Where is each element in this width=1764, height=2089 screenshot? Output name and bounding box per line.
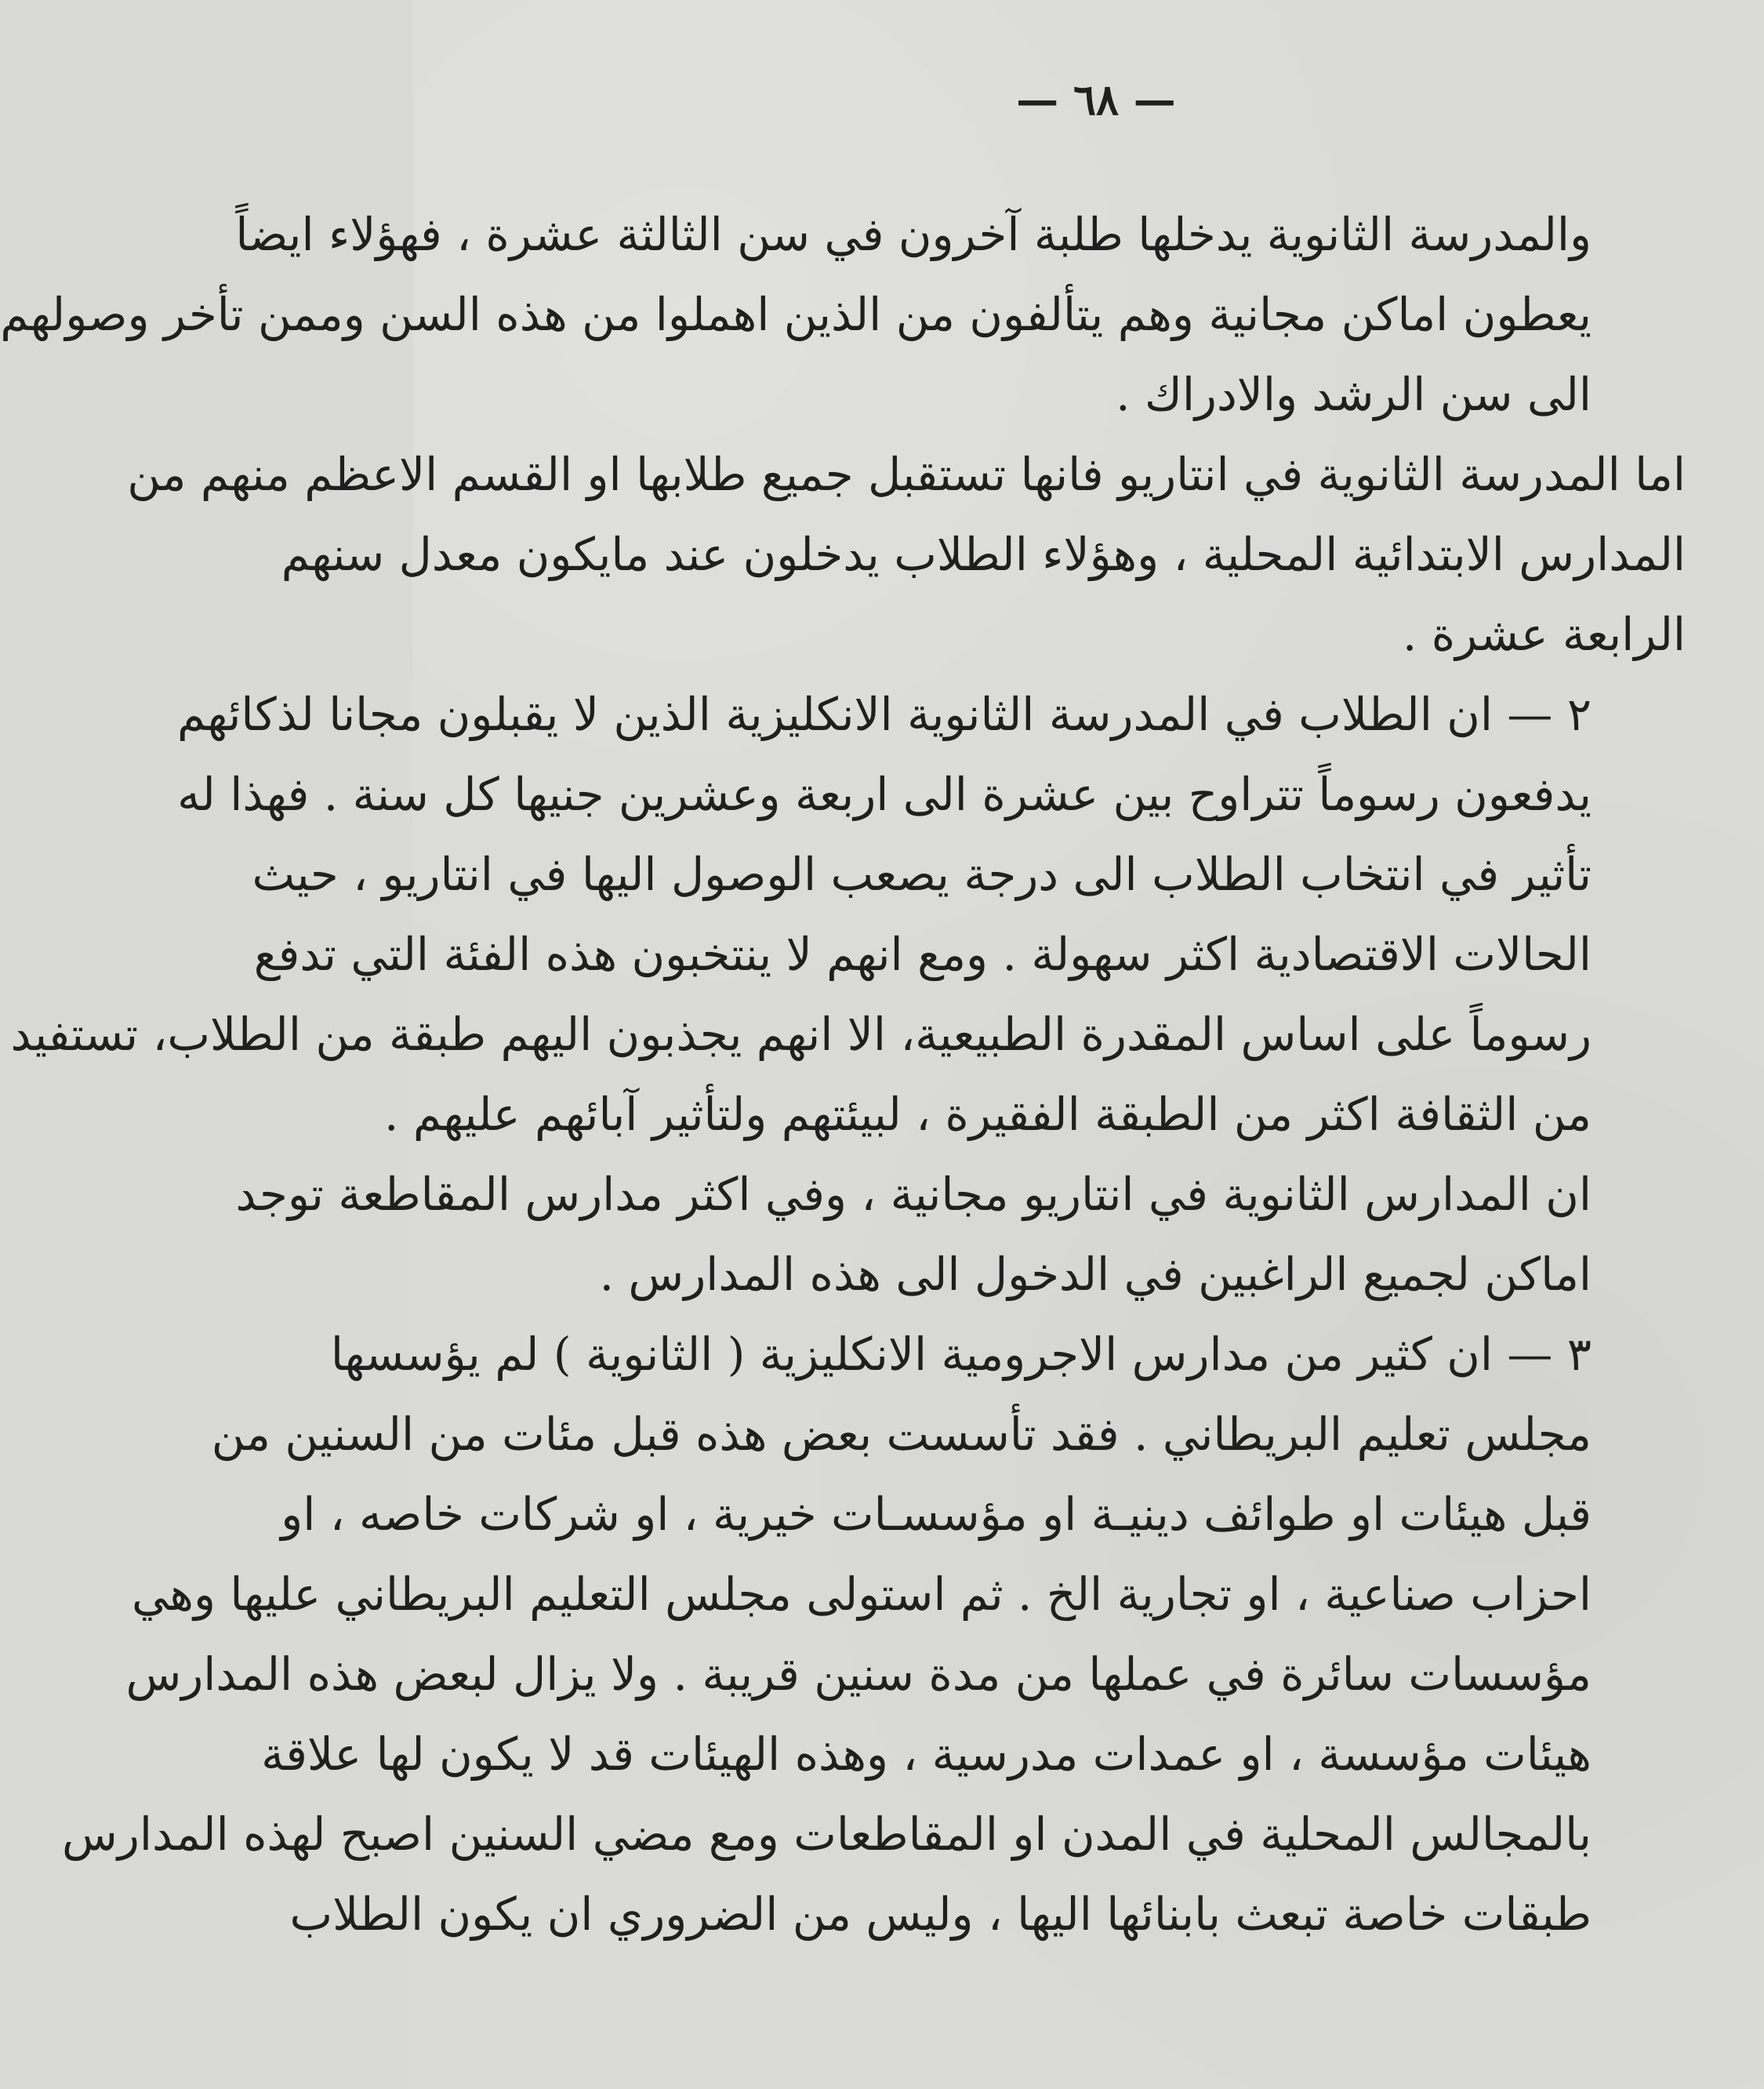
paragraph-5-line-2: مجلس تعليم البريطاني . فقد تأسست بعض هذه قبل مئات من السنين من	[211, 1408, 1592, 1461]
paragraph-2	[127, 434, 1686, 674]
paragraph-1	[0, 194, 1686, 434]
paragraph-5	[62, 1314, 1686, 1954]
paragraph-2-line-3: الرابعة عشرة .	[1402, 608, 1686, 661]
paragraph-3	[10, 674, 1686, 1154]
body-text	[0, 194, 1686, 1954]
page-number: — ٦٨ —	[1016, 74, 1176, 125]
paragraph-3-line-6: من الثقافة اكثر من الطبقة الفقيرة ، لبيئتهم ولتأثير آبائهم عليهم .	[384, 1088, 1592, 1141]
paragraph-5-line-7: بالمجالس المحلية في المدن او المقاطعات ومع مضي السنين اصبح لهذه المدارس	[62, 1807, 1592, 1861]
paragraph-3-line-1: ٢ — ان الطلاب في المدرسة الثانوية الانكليزية الذين لا يقبلون مجانا لذكائهم	[176, 688, 1592, 741]
paragraph-5-line-6: هيئات مؤسسة ، او عمدات مدرسية ، وهذه الهيئات قد لا يكون لها علاقة	[261, 1728, 1592, 1781]
paragraph-3-line-5: رسوماً على اساس المقدرة الطبيعية، الا انهم يجذبون اليهم طبقة من الطلاب، تستفيد	[10, 1008, 1592, 1061]
paragraph-3-line-2: يدفعون رسوماً تتراوح بين عشرة الى اربعة وعشرين جنيها كل سنة . فهذا له	[177, 768, 1592, 821]
paragraph-3-line-3: تأثير في انتخاب الطلاب الى درجة يصعب الوصول اليها في انتاريو ، حيث	[252, 848, 1592, 901]
paragraph-2-line-1: اما المدرسة الثانوية في انتاريو فانها تستقبل جميع طلابها او القسم الاعظم منهم من	[127, 448, 1686, 501]
paragraph-1-line-1: والمدرسة الثانوية يدخلها طلبة آخرون في سن الثالثة عشرة ، فهؤلاء ايضاً	[235, 208, 1592, 261]
paragraph-2-line-2: المدارس الابتدائية المحلية ، وهؤلاء الطلاب يدخلون عند مايكون معدل سنهم	[281, 528, 1686, 581]
paragraph-5-line-8: طبقات خاصة تبعث بابنائها اليها ، وليس من الضروري ان يكون الطلاب	[289, 1887, 1592, 1941]
paragraph-4-line-2: اماكن لجميع الراغبين في الدخول الى هذه المدارس .	[599, 1248, 1592, 1301]
paragraph-1-line-2: يعطون اماكن مجانية وهم يتألفون من الذين اهملوا من هذه السن وممن تأخر وصولهم	[0, 288, 1592, 341]
paragraph-4-line-1: ان المدارس الثانوية في انتاريو مجانية ، وفي اكثر مدارس المقاطعة توجد	[235, 1168, 1592, 1221]
paragraph-5-line-5: مؤسسات سائرة في عملها من مدة سنين قريبة . ولا يزال لبعض هذه المدارس	[125, 1648, 1592, 1701]
paragraph-4	[235, 1154, 1686, 1314]
paragraph-3-line-4: الحالات الاقتصادية اكثر سهولة . ومع انهم لا ينتخبون هذه الفئة التي تدفع	[253, 928, 1592, 981]
paragraph-5-line-3: قبل هيئات او طوائف دينيـة او مؤسسـات خيرية ، او شركات خاصه ، او	[281, 1488, 1592, 1541]
paragraph-1-line-3: الى سن الرشد والادراك .	[1116, 368, 1592, 421]
paragraph-5-line-1: ٣ — ان كثير من مدارس الاجرومية الانكليزية ( الثانوية ) لم يؤسسها	[330, 1328, 1592, 1381]
paragraph-5-line-4: احزاب صناعية ، او تجارية الخ . ثم استولى مجلس التعليم البريطاني عليها وهي	[132, 1568, 1592, 1621]
